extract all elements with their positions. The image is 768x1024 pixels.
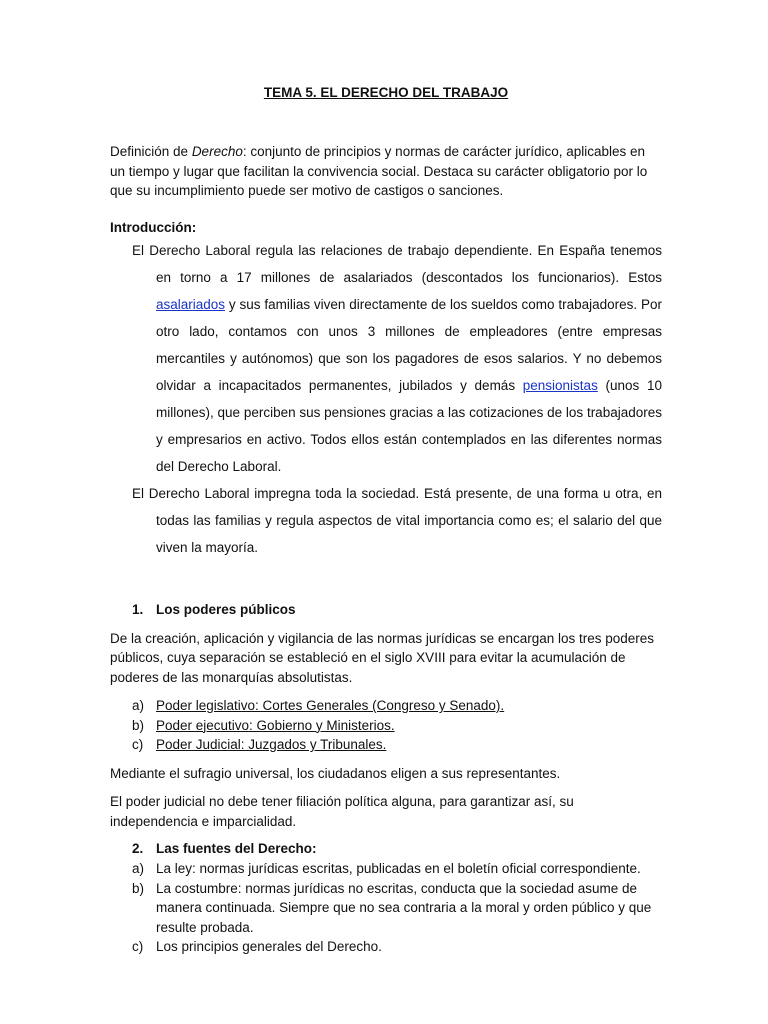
intro-text-a: El Derecho Laboral regula las relaciones de trabajo dependiente. En España tenemos en torno a 17 millones de asalariados (descontados los funcionarios). Estos [132, 242, 662, 285]
list-item [110, 735, 662, 755]
section-1-paragraph-2: Mediante el sufragio universal, los ciudadanos eligen a sus representantes. [110, 765, 561, 781]
list-item-text: Poder legislativo: Cortes Generales (Congreso y Senado). [156, 698, 505, 713]
list-marker: c) [132, 737, 144, 752]
section-2-number: 2. [132, 841, 144, 856]
list-item [110, 696, 662, 716]
definition-term: Derecho [191, 144, 243, 159]
intro-heading: Introducción: [110, 219, 197, 235]
intro-text-c: (unos 10 millones), que perciben sus pensiones gracias a las cotizaciones de los trabajadores y empresarios en activo. Todos ellos están contemplados en las diferentes normas del Derecho Laboral. [156, 377, 662, 474]
powers-list [110, 696, 662, 755]
definition-text: : conjunto de principios y normas de carácter jurídico, aplicables en un tiempo y lugar que facilitan la convivencia social. Destaca su carácter obligatorio por lo que su incumplimiento puede ser motivo de castigos o sanciones. [110, 144, 648, 198]
list-item-text: Los principios generales del Derecho. [156, 939, 382, 954]
section-1-paragraph-1: De la creación, aplicación y vigilancia de las normas jurídicas se encargan los tres poderes públicos, cuya separación se estableció en el siglo XVIII para evitar la acumulación de poderes de las monarquías absolutistas. [110, 630, 655, 685]
list-marker: a) [132, 698, 145, 713]
section-1-title: Los poderes públicos [156, 601, 296, 617]
list-item-text: La ley: normas jurídicas escritas, publicadas en el boletín oficial correspondiente. [156, 861, 641, 876]
list-item-text: Poder Judicial: Juzgados y Tribunales. [156, 737, 387, 752]
page-title: TEMA 5. EL DERECHO DEL TRABAJO [263, 85, 509, 100]
sources-list [110, 859, 662, 957]
intro-paragraph-2: El Derecho Laboral impregna toda la sociedad. Está presente, de una forma u otra, en todas las familias y regula aspectos de vital importancia como es; el salario del que viven la mayoría. [132, 485, 662, 555]
list-item [110, 879, 662, 938]
definition-prefix: Definición de [110, 144, 192, 159]
list-item [110, 859, 662, 879]
list-marker: a) [132, 861, 145, 876]
document-body [110, 84, 662, 957]
list-item [110, 937, 662, 957]
section-1-number: 1. [132, 601, 144, 617]
list-marker: b) [132, 880, 145, 896]
section-2-heading [110, 840, 662, 858]
section-1-paragraph-3: El poder judicial no debe tener filiación política alguna, para garantizar así, su independencia e imparcialidad. [110, 794, 574, 829]
list-item-text: Poder ejecutivo: Gobierno y Ministerios. [156, 717, 395, 733]
list-item-text: La costumbre: normas jurídicas no escritas, conducta que la sociedad asume de manera continuada. Siempre que no sea contraria a la moral y orden público y que resulte probada. [156, 880, 652, 935]
list-item [110, 716, 662, 736]
asalariados-link[interactable]: asalariados [156, 296, 226, 312]
section-1-heading [110, 601, 662, 619]
pensionistas-link[interactable]: pensionistas [522, 377, 598, 393]
list-marker: c) [132, 939, 144, 954]
list-marker: b) [132, 717, 145, 733]
intro-paragraph-1 [110, 237, 662, 480]
section-2-title: Las fuentes del Derecho: [156, 841, 317, 856]
definition-paragraph [110, 142, 662, 201]
intro-text-b: y sus familias viven directamente de los sueldos como trabajadores. Por otro lado, contamos con unos 3 millones de empleadores (entre empresas mercantiles y autónomos) que son los pagadores de esos salarios. Y no debemos olvidar a incapacitados permanentes, jubilados y demás [156, 296, 662, 393]
